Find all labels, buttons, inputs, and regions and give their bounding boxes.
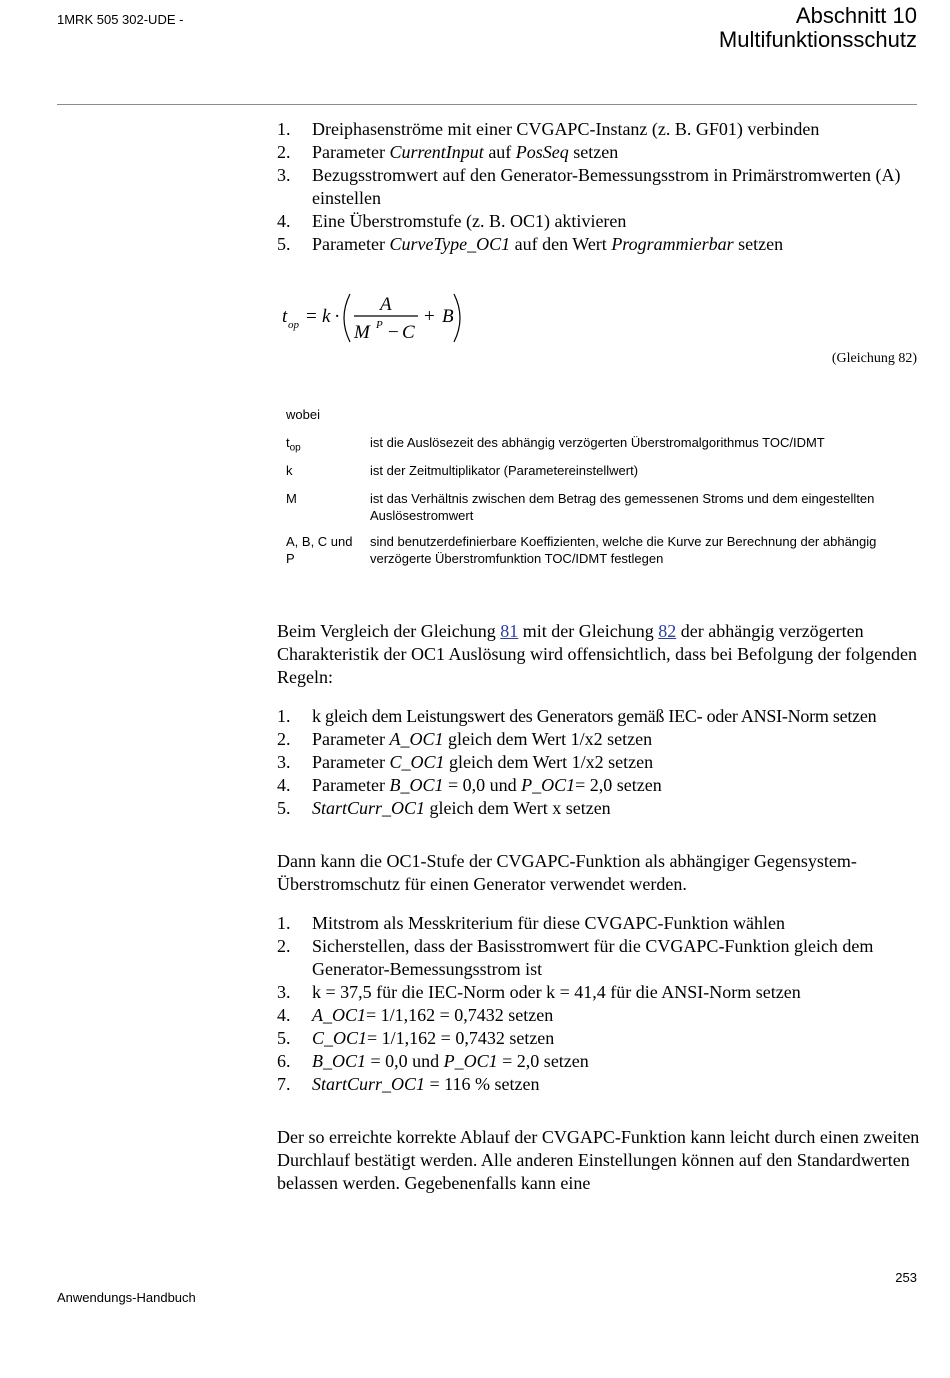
list-item: 5. Parameter CurveType_OC1 auf den Wert Programmierbar setzen: [277, 234, 784, 254]
equation-81-link[interactable]: 81: [500, 621, 519, 641]
list-item: 5. StartCurr_OC1 gleich dem Wert x setzen: [277, 798, 611, 818]
list-item: 3. Bezugsstromwert auf den Generator-Bemessungsstrom in Primärstromwerten (A) einstellen: [277, 165, 901, 208]
definition-row: [286, 490, 926, 524]
formula-plus: +: [424, 306, 435, 327]
formula-B: B: [442, 306, 454, 327]
setup-steps-list: [277, 118, 922, 256]
list-item: 1. Dreiphasenströme mit einer CVGAPC-Instanz (z. B. GF01) verbinden: [277, 119, 820, 139]
formula-equals: =: [306, 306, 317, 327]
list-item: 2. Parameter CurrentInput auf PosSeq setzen: [277, 142, 619, 162]
header-divider: [57, 104, 917, 105]
list-item: 1. k gleich dem Leistungswert des Generators gemäß IEC- oder ANSI-Norm setzen: [277, 706, 877, 726]
manual-title: Anwendungs-Handbuch: [57, 1290, 196, 1305]
list-item: 7. StartCurr_OC1 = 116 % setzen: [277, 1074, 540, 1094]
formula-left-paren: [344, 294, 350, 342]
list-item: 6. B_OC1 = 0,0 und P_OC1 = 2,0 setzen: [277, 1051, 589, 1071]
formula-op-subscript: op: [288, 319, 299, 331]
definition-term: k: [286, 463, 293, 478]
document-id: 1MRK 505 302-UDE -: [57, 12, 184, 27]
section-number: Abschnitt 10: [795, 3, 917, 28]
definition-description: ist die Auslösezeit des abhängig verzögerten Überstromalgorithmus TOC/IDMT: [370, 435, 825, 450]
definition-description: ist das Verhältnis zwischen dem Betrag des gemessenen Stroms und dem eingestellten Auslösestromwert: [370, 491, 875, 523]
definition-term: A, B, C und P: [286, 534, 353, 566]
page-number: 253: [895, 1270, 917, 1285]
settings-list: [277, 912, 922, 1096]
definition-row: [286, 462, 926, 479]
formula-dot: ·: [334, 306, 341, 327]
definition-row: [286, 434, 926, 454]
section-title: Multifunktionsschutz: [718, 27, 917, 52]
definition-row: [286, 533, 926, 567]
variable-definitions: [286, 406, 926, 567]
equation-82-link[interactable]: 82: [658, 621, 677, 641]
definitions-intro: wobei: [286, 407, 320, 422]
rules-list: [277, 705, 922, 820]
list-item: 2. Parameter A_OC1 gleich dem Wert 1/x2 setzen: [277, 729, 653, 749]
list-item: 4. Parameter B_OC1 = 0,0 und P_OC1= 2,0 setzen: [277, 775, 662, 795]
definition-description: ist der Zeitmultiplikator (Parametereinstellwert): [370, 463, 639, 478]
formula-minus: −: [388, 322, 399, 343]
formula-A: A: [380, 294, 392, 315]
equation-number: (Gleichung 82): [831, 351, 917, 366]
verification-paragraph: Der so erreichte korrekte Ablauf der CVGAPC-Funktion kann leicht durch einen zweiten Durchlauf bestätigt werden. Alle anderen Einstellungen können auf den Standardwerten belassen werden. Gegebenenfalls kann eine: [277, 1127, 920, 1193]
formula-k: k: [322, 306, 331, 327]
list-item: 5. C_OC1= 1/1,162 = 0,7432 setzen: [277, 1028, 555, 1048]
formula-C: C: [402, 322, 415, 343]
list-item: 1. Mitstrom als Messkriterium für diese CVGAPC-Funktion wählen: [277, 913, 785, 933]
definition-description: sind benutzerdefinierbare Koeffizienten, welche die Kurve zur Berechnung der abhängig verzögerte Überstromfunktion TOC/IDMT festlegen: [370, 534, 877, 566]
formula-M: M: [354, 322, 370, 343]
section-heading: [719, 4, 917, 52]
list-item: 3. Parameter C_OC1 gleich dem Wert 1/x2 setzen: [277, 752, 654, 772]
result-paragraph: Dann kann die OC1-Stufe der CVGAPC-Funktion als abhängiger Gegensystem-Überstromschutz für einen Generator verwendet werden.: [277, 851, 857, 894]
definition-term: $t_{op}$: [286, 435, 301, 454]
list-item: 4. A_OC1= 1/1,162 = 0,7432 setzen: [277, 1005, 554, 1025]
list-item: 3. k = 37,5 für die IEC-Norm oder k = 41,4 für die ANSI-Norm setzen: [277, 982, 801, 1002]
formula-right-paren: [454, 294, 460, 342]
list-item: 4. Eine Überstromstufe (z. B. OC1) aktivieren: [277, 211, 627, 231]
formula-t: t: [282, 306, 288, 327]
definition-term: M: [286, 491, 297, 506]
comparison-paragraph: Beim Vergleich der Gleichung 81 mit der Gleichung 82 der abhängig verzögerten Charakteristik der OC1 Auslösung wird offensichtlich, dass bei Befolgung der folgenden Regeln:: [277, 621, 918, 687]
toc-idmt-formula: [278, 288, 478, 348]
formula-P-exponent: P: [376, 319, 383, 331]
list-item: 2. Sicherstellen, dass der Basisstromwert für die CVGAPC-Funktion gleich dem Generator-Bemessungsstrom ist: [277, 936, 874, 979]
